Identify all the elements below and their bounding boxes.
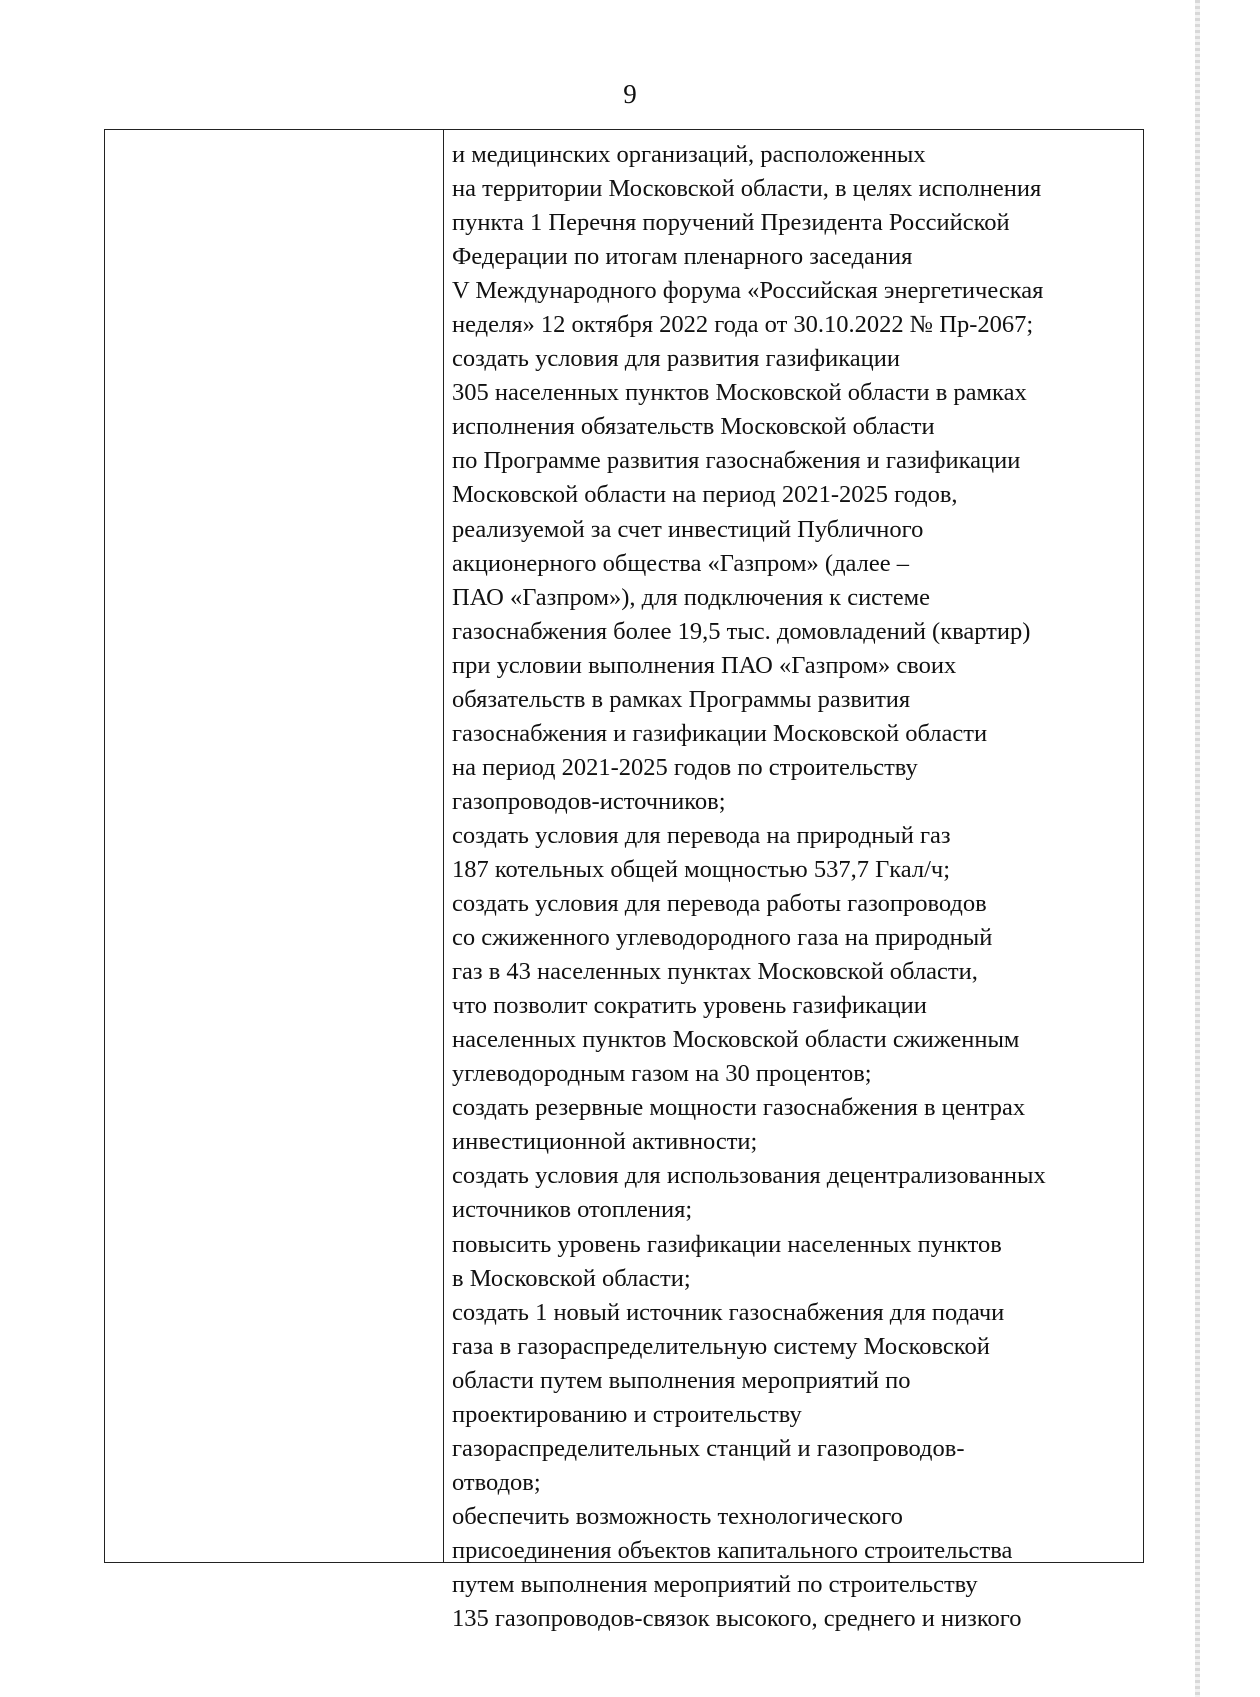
text-line: 187 котельных общей мощностью 537,7 Гкал/ч; <box>452 855 951 883</box>
text-line: создать резервные мощности газоснабжения в центрах <box>452 1094 1026 1122</box>
text-line: отводов; <box>452 1468 541 1496</box>
text-line: что позволит сократить уровень газификации <box>452 992 927 1020</box>
text-line: V Международного форума «Российская энергетическая <box>452 277 1044 305</box>
text-line: газораспределительных станций и газопроводов- <box>452 1434 965 1462</box>
text-line: исполнения обязательств Московской области <box>452 413 935 441</box>
document-table <box>104 129 1144 1633</box>
table-cell-right <box>444 130 1143 1633</box>
text-line: создать условия для развития газификации <box>452 345 900 373</box>
text-line: углеводородным газом на 30 процентов; <box>452 1060 872 1088</box>
scan-edge-artifact <box>1195 0 1200 1697</box>
text-line: источников отопления; <box>452 1196 693 1224</box>
text-line: создать условия для перевода работы газопроводов <box>452 890 987 918</box>
table-cell-left <box>105 130 444 1562</box>
text-line: инвестиционной активности; <box>452 1128 758 1156</box>
text-line: создать условия для перевода на природный газ <box>452 821 951 849</box>
text-line: населенных пунктов Московской области сжиженным <box>452 1026 1020 1054</box>
text-line: создать 1 новый источник газоснабжения для подачи <box>452 1298 1005 1326</box>
text-line: создать условия для использования децентрализованных <box>452 1162 1046 1190</box>
text-line: проектированию и строительству <box>452 1400 802 1428</box>
text-line: газоснабжения более 19,5 тыс. домовладений (квартир) <box>452 617 1031 645</box>
text-line: присоединения объектов капитального строительства <box>452 1536 1013 1564</box>
text-line: акционерного общества «Газпром» (далее – <box>452 549 909 577</box>
text-line: неделя» 12 октября 2022 года от 30.10.2022 № Пр-2067; <box>452 311 1034 339</box>
text-line: реализуемой за счет инвестиций Публичного <box>452 515 924 543</box>
text-line: путем выполнения мероприятий по строительству <box>452 1570 978 1598</box>
text-line: со сжиженного углеводородного газа на природный <box>452 924 993 952</box>
text-line: газа в газораспределительную систему Московской <box>452 1332 990 1360</box>
text-line: 135 газопроводов-связок высокого, среднего и низкого <box>452 1605 1022 1633</box>
text-line: Федерации по итогам пленарного заседания <box>452 243 913 271</box>
text-line: по Программе развития газоснабжения и газификации <box>452 447 1021 475</box>
text-line: обязательств в рамках Программы развития <box>452 685 911 713</box>
text-line: газоснабжения и газификации Московской области <box>452 719 988 747</box>
page-number: 9 <box>623 79 637 109</box>
text-line: ПАО «Газпром»), для подключения к системе <box>452 583 931 611</box>
text-line: и медицинских организаций, расположенных <box>452 141 926 168</box>
text-line: обеспечить возможность технологического <box>452 1502 903 1530</box>
text-line: при условии выполнения ПАО «Газпром» своих <box>452 651 957 679</box>
text-line: Московской области на период 2021-2025 годов, <box>452 481 958 509</box>
text-line: в Московской области; <box>452 1264 691 1292</box>
text-line: на период 2021-2025 годов по строительству <box>452 753 918 781</box>
text-line: пункта 1 Перечня поручений Президента Российской <box>452 209 1010 237</box>
text-line: на территории Московской области, в целях исполнения <box>452 175 1042 203</box>
text-line: газопроводов-источников; <box>452 787 726 815</box>
text-line: газ в 43 населенных пунктах Московской области, <box>452 958 978 986</box>
text-line: повысить уровень газификации населенных пунктов <box>452 1230 1002 1258</box>
text-line: области путем выполнения мероприятий по <box>452 1366 911 1394</box>
text-line: 305 населенных пунктов Московской области в рамках <box>452 379 1027 407</box>
